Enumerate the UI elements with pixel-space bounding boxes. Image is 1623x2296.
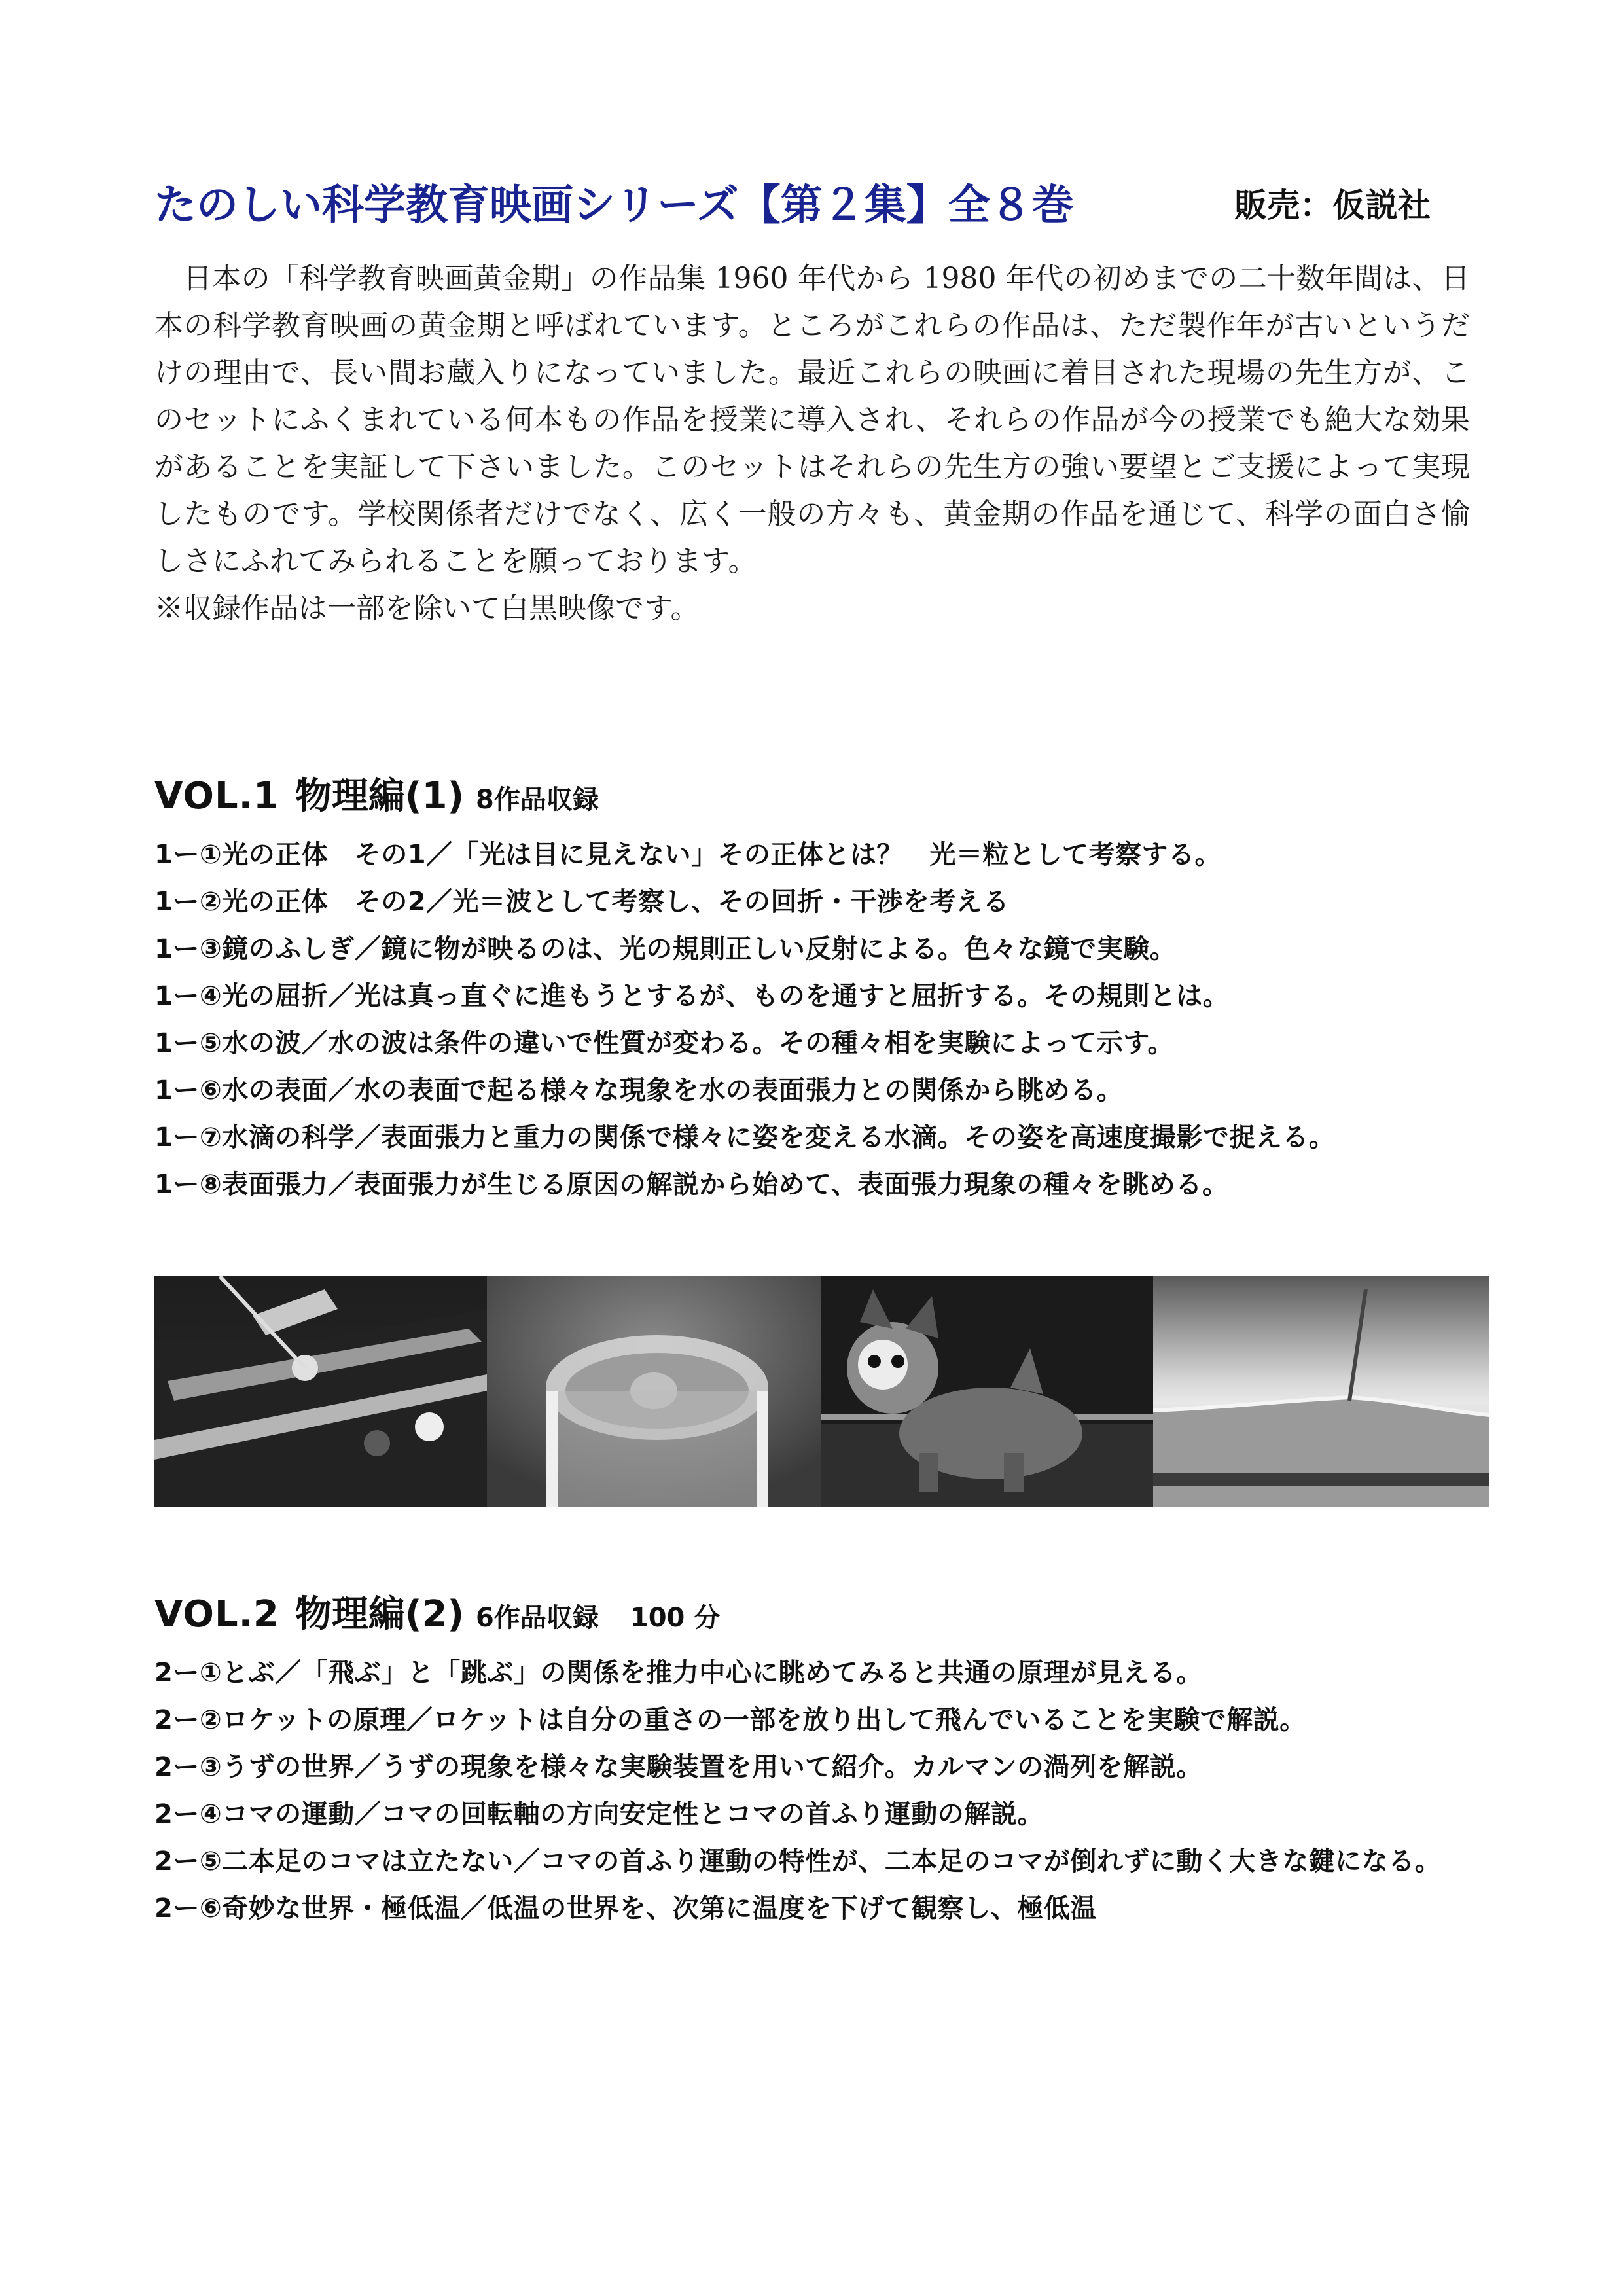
intro-paragraph: 日本の「科学教育映画黄金期」の作品集 1960 年代から 1980 年代の初めまでの二十数年間は、日本の科学教育映画の黄金期と呼ばれています。ところがこれらの作品は、ただ製作年が古いというだけの理由で、長い間お蔵入りになっていました。最近これらの映画に着目された現場の先生方が、このセットにふくまれている何本もの作品を授業に導入され、それらの作品が今の授業でも絶大な効果があることを実証して下さいました。このセットはそれらの先生方の強い要望とご支援によって実現したものです。学校関係者だけでなく、広く一般の方々も、黄金期の作品を通じて、科学の面白さ愉しさにふれてみられることを願っております。 — [154, 262, 1470, 578]
publisher-label: 販売：仮説社 — [1234, 187, 1431, 224]
photo-toy-dog — [821, 1276, 1153, 1507]
intro-section — [154, 255, 1470, 632]
list-item: 2ー③うずの世界／うずの現象を様々な実験装置を用いて紹介。カルマンの渦列を解説。 — [154, 1752, 1203, 1782]
vol2-item-list — [154, 1649, 1483, 1932]
intro-note: ※収録作品は一部を除いて白黒映像です。 — [154, 592, 700, 625]
vol1-heading — [154, 767, 599, 819]
vol1-label: VOL.1 — [154, 775, 279, 817]
list-item: 2ー④コマの運動／コマの回転軸の方向安定性とコマの首ふり運動の解説。 — [154, 1799, 1044, 1829]
vol2-heading — [154, 1585, 720, 1638]
list-item: 2ー⑤二本足のコマは立たない／コマの首ふり運動の特性が、二本足のコマが倒れずに動く大きな鍵になる。 — [154, 1846, 1442, 1876]
list-item: 2ー⑥奇妙な世界・極低温／低温の世界を、次第に温度を下げて観察し、極低温 — [154, 1893, 1097, 1924]
vol2-count: 6作品収録 — [476, 1603, 599, 1633]
photo-glass — [487, 1276, 821, 1507]
list-item: 1ー⑤水の波／水の波は条件の違いで性質が変わる。その種々相を実験によって示す。 — [154, 1028, 1174, 1058]
vol1-count: 8作品収録 — [476, 785, 599, 815]
document-title: たのしい科学教育映画シリーズ【第２集】全８巻 — [154, 181, 1074, 230]
list-item: 1ー③鏡のふしぎ／鏡に物が映るのは、光の規則正しい反射による。色々な鏡で実験。 — [154, 934, 1177, 964]
list-item: 1ー②光の正体 その2／光＝波として考察し、その回折・干渉を考える — [154, 887, 1010, 917]
list-item: 1ー④光の屈折／光は真っ直ぐに進もうとするが、ものを通すと屈折する。その規則とは。 — [154, 981, 1230, 1011]
page-header — [154, 171, 1476, 234]
list-item: 1ー⑦水滴の科学／表面張力と重力の関係で様々に姿を変える水滴。その姿を高速度撮影で捉える。 — [154, 1122, 1336, 1153]
list-item: 2ー②ロケットの原理／ロケットは自分の重さの一部を放り出して飛んでいることを実験で解説。 — [154, 1705, 1306, 1735]
list-item: 1ー⑥水の表面／水の表面で起る様々な現象を水の表面張力との関係から眺める。 — [154, 1075, 1124, 1105]
vol1-name: 物理編(1) — [294, 775, 465, 817]
list-item: 2ー①とぶ／「飛ぶ」と「跳ぶ」の関係を推力中心に眺めてみると共通の原理が見える。 — [154, 1658, 1203, 1688]
vol2-duration: 100 分 — [630, 1603, 721, 1633]
photo-billiards — [154, 1276, 487, 1507]
vol2-label: VOL.2 — [154, 1593, 279, 1636]
list-item: 1ー①光の正体 その1／「光は目に見えない」その正体とは？ 光＝粒として考察する。 — [154, 840, 1222, 870]
vol1-item-list — [154, 831, 1483, 1208]
photo-water-drop — [1153, 1276, 1489, 1507]
vol2-name: 物理編(2) — [294, 1593, 465, 1636]
list-item: 1ー⑧表面張力／表面張力が生じる原因の解説から始めて、表面張力現象の種々を眺める。 — [154, 1170, 1229, 1200]
film-stills-strip — [154, 1276, 1489, 1507]
